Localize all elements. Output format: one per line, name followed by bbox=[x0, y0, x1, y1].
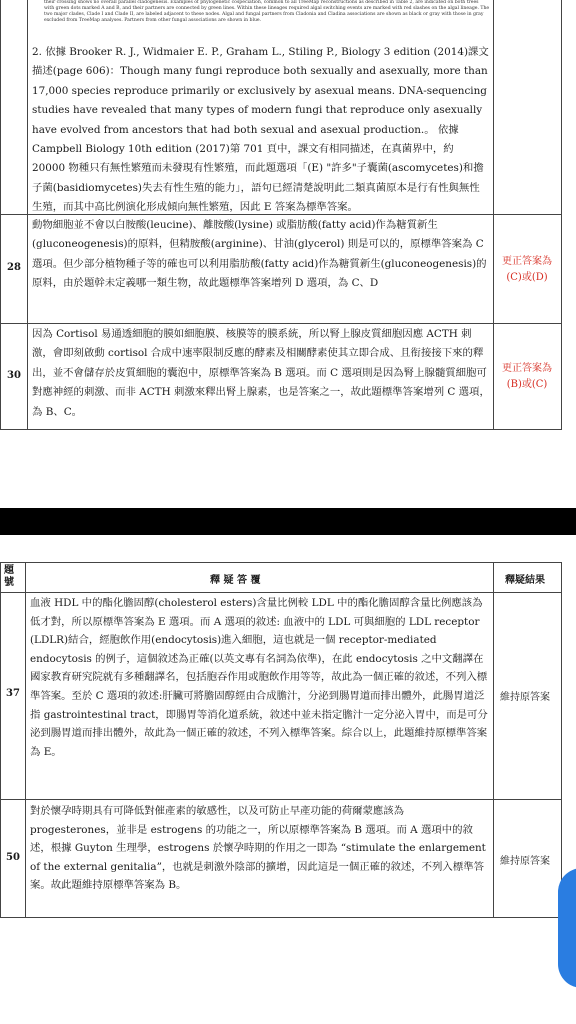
result-corrected bbox=[495, 254, 559, 286]
header-reply: 釋 疑 答 覆 bbox=[210, 575, 261, 586]
result-corrected bbox=[495, 361, 559, 393]
table-column-divider bbox=[25, 562, 26, 918]
document-page-top bbox=[0, 0, 576, 510]
result-line: 更正答案為 bbox=[502, 256, 552, 267]
table-border-right bbox=[561, 562, 562, 918]
answer-explanation: 對於懷孕時期具有可降低對催產素的敏感性，以及可防止早產功能的荷爾蒙應該為 progesterones，並非是 estrogens 的功能之一，所以原標準答案為 B 選項。而 A 選項中的敘述，根據 Guyton 生理學，estrogens 於懷孕時期的作用之一即為 “stimulate the enlargement of the external genitalia”，也就是刺激外陰部的擴增，因此這是一個正確的敘述，不列入標準答案。故此題維持原標準答案為 B。 bbox=[30, 805, 486, 892]
answer-explanation: 因為 Cortisol 易通透細胞的膜如細胞膜、核膜等的膜系統，所以腎上腺皮質細胞因應 ACTH 刺激，會即刻啟動 cortisol 合成中速率限制反應的酵素及相關酵素使其立即合成、且衔接接下來的釋出，並不會儲存於皮質細胞的囊泡中，原標準答案為 B 選項。而 C 選項則是因為腎上腺髓質細胞可對應神經的刺激、而非 ACTH 刺激來釋出腎上腺素，也是答案之一，故此題標準答案增列 C 選項，為 B、C。 bbox=[32, 328, 490, 418]
result-line: 更正答案為 bbox=[502, 363, 552, 374]
result-maintained: 維持原答案 bbox=[500, 856, 550, 867]
table-header-divider bbox=[0, 592, 562, 593]
table-row-divider bbox=[0, 323, 562, 324]
table-border-right bbox=[561, 0, 562, 430]
header-result: 釋疑結果 bbox=[505, 575, 545, 586]
document-page-bottom bbox=[0, 535, 576, 1024]
table-border-top bbox=[0, 562, 562, 563]
question-number: 28 bbox=[7, 262, 21, 273]
table-column-divider bbox=[27, 0, 28, 430]
question-number: 37 bbox=[6, 688, 20, 699]
page-separator bbox=[0, 508, 576, 535]
header-question-number: 題號 bbox=[4, 565, 14, 588]
table-border-left bbox=[0, 0, 1, 430]
answer-explanation: 血液 HDL 中的酯化膽固醇(cholesterol esters)含量比例較 LDL 中的酯化膽固醇含量比例應該為低才對，所以原標準答案為 E 選項。而 A 選項的敘述: 血液中的 LDL 可與細胞的 LDL receptor (LDLR)結合，經胞飲作用(endocytosis)進入細胞，這也就是一個 receptor-mediated endocytosis 的例子，這個敘述為正確(以英文專有名詞為依準)，在此 endocytosis 之中文翻譯在國家教育研究院就有多種翻譯名，包括胞吞作用或胞飲作用等等，故此為一個正確的敘述，不列入標準答案。至於 C 選項的敘述:肝臟可將膽固醇經由合成膽汁，分泌到腸胃道而排出體外，此腸胃道泛指 gastrointestinal tract，即腸胃等消化道系統，敘述中並未指定膽汁一定分泌入胃中，而是可分泌到腸胃道而排出體外，故此為一個正確的敘述，不列入標準答案。綜合以上，此題維持原標準答案為 E。 bbox=[30, 597, 488, 758]
scroll-side-tab[interactable] bbox=[558, 868, 576, 988]
figure-caption: their crossing shows no overall parallel cladogenesis. Examples of phylogenetic cospeciation, common to all TreeMap reconstructions as described in Table 2, are indicated on both trees with green dots marked A and B, and their partners are connected by green lines. Within these lineages required algal switching events are marked with red slashes on the algal lineage. The two major clades, Clade I and Clade II, are labeled adjacent to these nodes. Algal and fungal partners from Cladonia and Cladina associations are shown as black or gray with those in gray excluded from TreeMap analyses. Partners from other fungal associations are shown in blue. bbox=[44, 0, 490, 23]
result-line: (C)或(D) bbox=[506, 272, 548, 283]
table-border-bottom bbox=[0, 917, 562, 918]
question-number: 50 bbox=[6, 852, 20, 863]
table-row-divider bbox=[0, 799, 562, 800]
reference-paragraph: 2. 依據 Brooker R. J., Widmaier E. P., Graham L., Stiling P., Biology 3 edition (2014)課文描述(page 606)：Though many fungi reproduce both sexually and asexually, more than 17,000 species reproduce primarily or exclusively by asexual means. DNA-sequencing studies have revealed that many types of modern fungi that reproduce only asexually have evolved from ancestors that had both sexual and asexual production.。 依據 Campbell Biology 10th edition (2017)第 701 頁中，課文有相同描述，在真菌界中，約 20000 物種只有無性繁殖而未發現有性繁殖，而此題選項「(E) "許多"子囊菌(ascomycetes)和擔子菌(basidiomycetes)失去有性生殖的能力」，語句已經清楚說明此二類真菌原本是行有性與無性生殖，而其中高比例演化形成傾向無性繁殖，因此 E 答案為標準答案。 bbox=[32, 46, 489, 214]
table-row-divider bbox=[0, 429, 562, 430]
table-column-divider bbox=[493, 562, 494, 918]
table-border-left bbox=[0, 562, 1, 918]
result-line: (B)或(C) bbox=[506, 379, 548, 390]
question-number: 30 bbox=[7, 370, 21, 381]
answer-explanation: 動物細胞並不會以白胺酸(leucine)、離胺酸(lysine) 或脂肪酸(fatty acid)作為糖質新生(gluconeogenesis)的原料，但精胺酸(arginine)、甘油(glycerol) 則是可以的，原標準答案為 C 選項。但少部分植物種子等的確也可以利用脂肪酸(fatty acid)作為糖質新生(gluconeogenesis)的原料，由於題幹未定義哪一類生物，故此題標準答案增列 D 選項，為 C、D bbox=[32, 219, 487, 290]
table-column-divider bbox=[493, 0, 494, 430]
result-maintained: 維持原答案 bbox=[500, 692, 550, 703]
